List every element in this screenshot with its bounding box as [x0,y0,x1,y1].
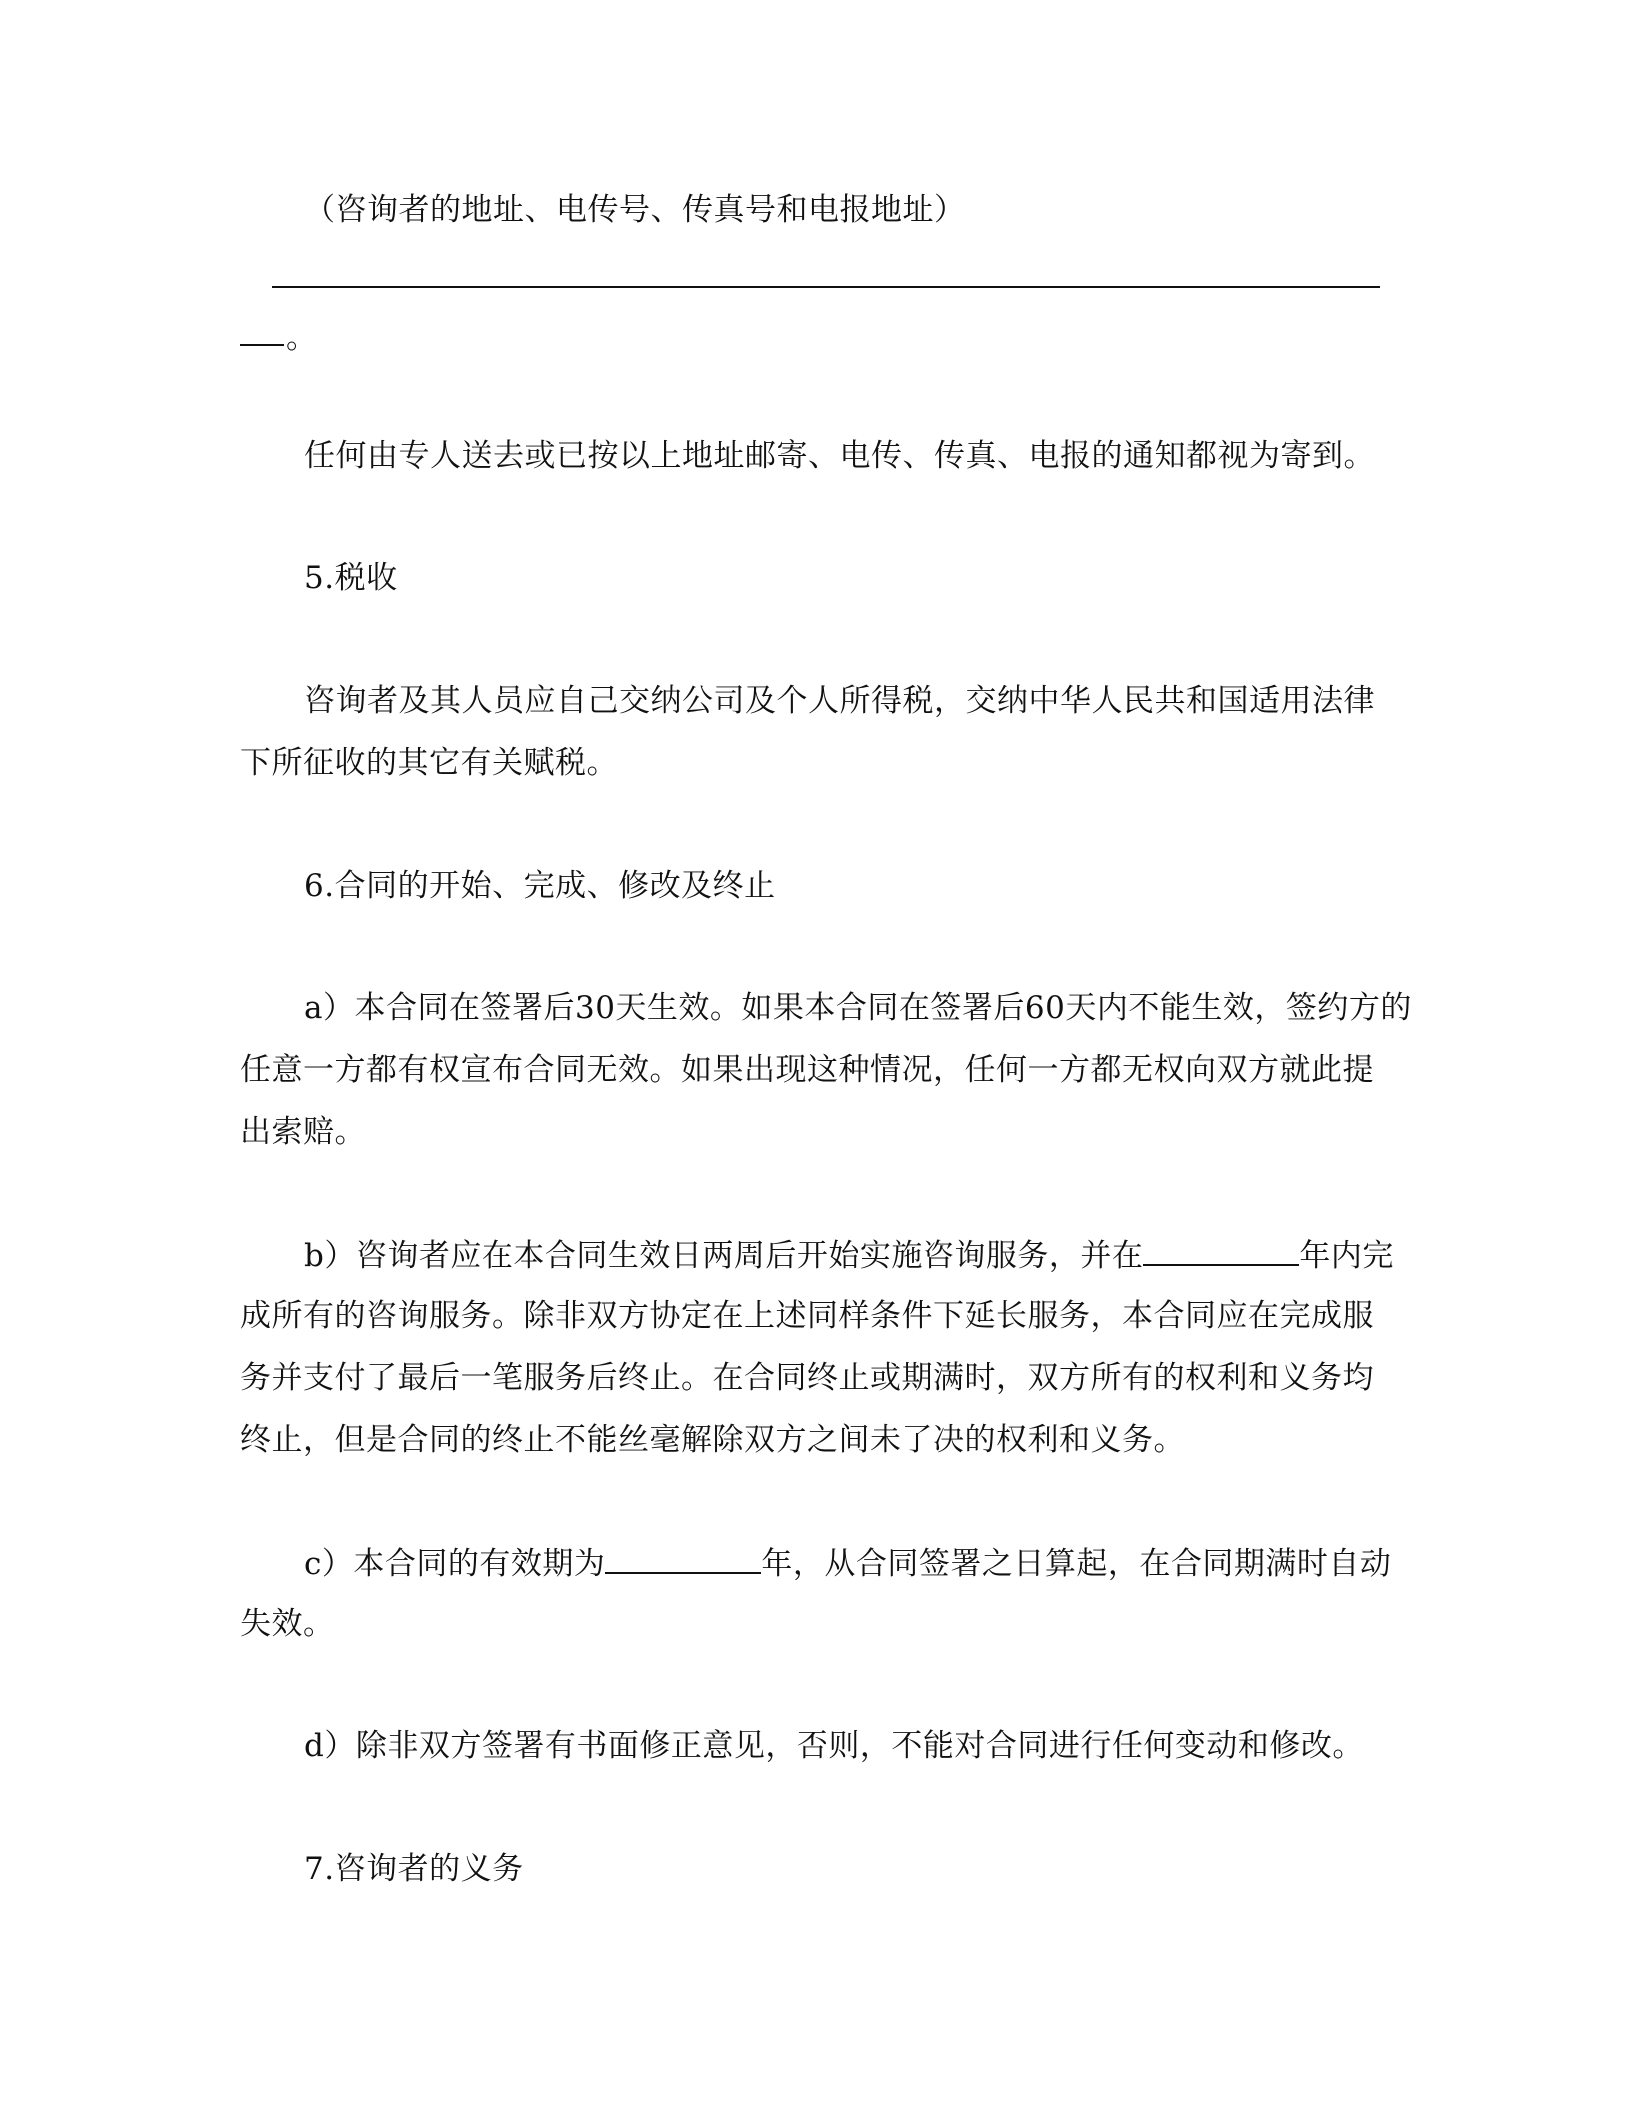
section-5-line-1: 咨询者及其人员应自己交纳公司及个人所得税，交纳中华人民共和国适用法律 [304,683,1375,719]
notice-paragraph: 任何由专人送去或已按以上地址邮寄、电传、传真、电报的通知都视为寄到。 [304,438,1375,474]
address-fill-line [272,286,1380,288]
clause-b-text-before-blank: b）咨询者应在本合同生效日两周后开始实施咨询服务，并在 [304,1238,1144,1274]
section-7-title: 7.咨询者的义务 [304,1851,524,1887]
clause-b-line-1 [304,1234,1444,1277]
clause-b-line-4: 终止，但是合同的终止不能丝毫解除双方之间未了决的权利和义务。 [240,1422,1185,1458]
clause-c-line-1 [304,1542,1444,1585]
clause-b-line-2: 成所有的咨询服务。除非双方协定在上述同样条件下延长服务，本合同应在完成服 [240,1298,1374,1334]
address-period: 。 [286,320,317,356]
address-fill-line-end [240,344,284,346]
clause-d-line-1: d）除非双方签署有书面修正意见，否则，不能对合同进行任何变动和修改。 [304,1728,1364,1764]
section-5-line-2: 下所征收的其它有关赋税。 [240,745,618,781]
clause-b-text-after-blank: 年内完 [1299,1238,1394,1274]
clause-c-line-2: 失效。 [240,1606,335,1642]
validity-years-blank [605,1542,761,1574]
clause-a-line-2: 任意一方都有权宣布合同无效。如果出现这种情况，任何一方都无权向双方就此提 [240,1052,1374,1088]
address-heading: （咨询者的地址、电传号、传真号和电报地址） [304,192,966,228]
section-6-title: 6.合同的开始、完成、修改及终止 [304,868,776,904]
clause-c-text-before-blank: c）本合同的有效期为 [304,1546,606,1582]
clause-b-line-3: 务并支付了最后一笔服务后终止。在合同终止或期满时，双方所有的权利和义务均 [240,1360,1374,1396]
clause-a-line-3: 出索赔。 [240,1114,366,1150]
years-blank [1143,1234,1299,1266]
clause-a-line-1: a）本合同在签署后30天生效。如果本合同在签署后60天内不能生效，签约方的 [304,990,1412,1026]
clause-c-text-after-blank: 年，从合同签署之日算起，在合同期满时自动 [761,1546,1392,1582]
section-5-title: 5.税收 [304,560,398,596]
